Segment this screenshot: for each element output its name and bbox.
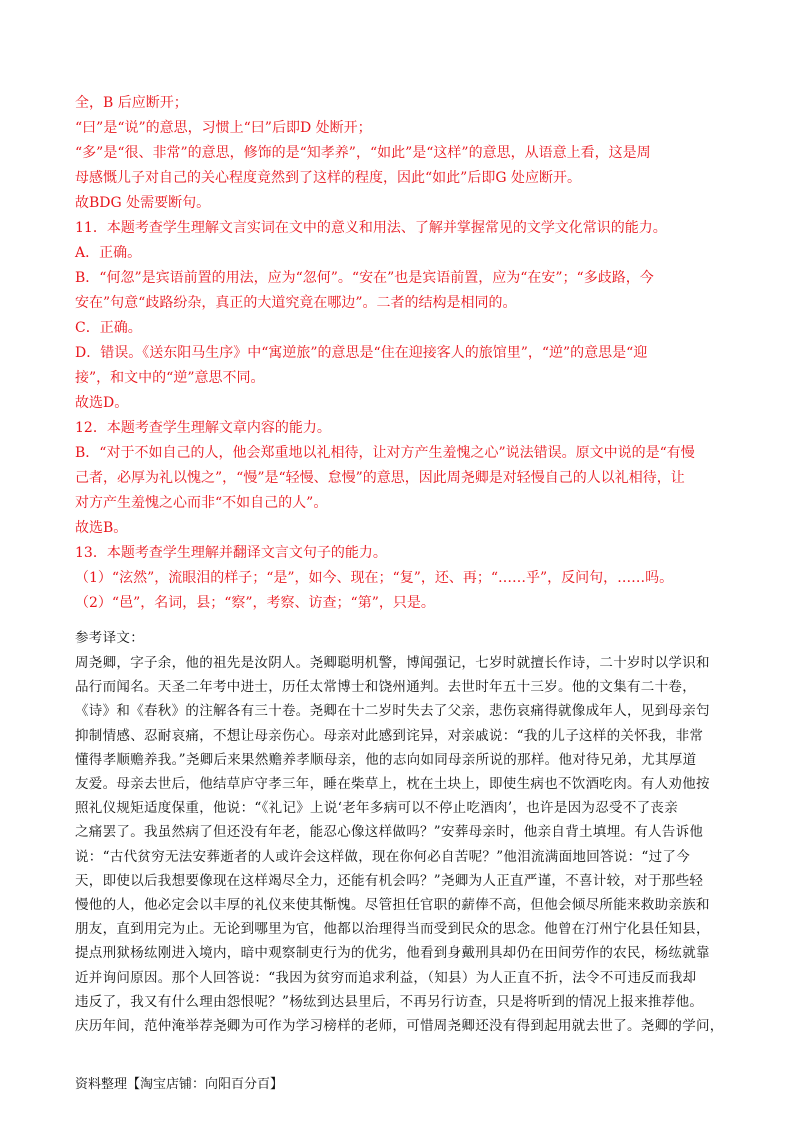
answer-line: 安在”句意“歧路纷杂，真正的大道究竟在哪边”。二者的结构是相同的。 <box>75 295 517 311</box>
reference-line: 周尧卿，字子余，他的祖先是汝阴人。尧卿聪明机警，博闻强记，七岁时就擅长作诗，二十岁时以学识和 <box>75 655 710 671</box>
answer-line: 11．本题考查学生理解文言实词在文中的意义和用法、了解并掌握常见的文学文化常识的能力。 <box>75 220 667 236</box>
answer-line: 母感慨儿子对自己的关心程度竟然到了这样的程度，因此“如此”后即G 处应断开。 <box>75 170 581 186</box>
reference-line: 《诗》和《春秋》的注解各有三十卷。尧卿在十二岁时失去了父亲，悲伤哀痛得就像成年人，见到母亲匄 <box>75 703 710 719</box>
answer-line: 故选D。 <box>75 395 129 411</box>
answer-line: 对方产生羞愧之心而非“不如自己的人”。 <box>75 495 328 511</box>
reference-line: 之痛罢了。我虽然病了但还没有年老，能忍心像这样做吗？”安葬母亲时，他亲自背土填埋。有人告诉他 <box>75 824 704 840</box>
answer-line: B．“对于不如自己的人，他会郑重地以礼相待，让对方产生羞愧之心”说法错误。原文中说的是“有慢 <box>75 445 695 461</box>
reference-line: 庆历年间，范仲淹举荐尧卿为可作为学习榜样的老师，可惜周尧卿还没有得到起用就去世了。尧卿的学问， <box>75 1018 724 1034</box>
answer-line: A．正确。 <box>75 245 142 261</box>
reference-line: 照礼仪规矩适度保重，他说：“《礼记》上说‘老年多病可以不停止吃酒肉’，也许是因为忍受不了丧亲 <box>75 800 679 816</box>
answer-line: 12．本题考查学生理解文章内容的能力。 <box>75 420 331 436</box>
answer-line: B．“何忽”是宾语前置的用法，应为“忽何”。“安在”也是宾语前置，应为“在安”；“多歧路，今 <box>75 270 654 286</box>
answer-line: 故BDG 处需要断句。 <box>75 195 211 211</box>
answer-line: 全，B 后应断开； <box>75 95 188 111</box>
answer-line: （1）“泫然”，流眼泪的样子；“是”，如今、现在；“复”，还、再；“……乎”，反问句，……吗。 <box>75 570 674 586</box>
answer-line: 故选B。 <box>75 520 128 536</box>
reference-line: 品行而闻名。天圣二年考中进士，历任太常博士和饶州通判。去世时年五十三岁。他的文集有二十卷， <box>75 679 696 695</box>
reference-line: 提点刑狱杨纮刚进入境内，暗中观察制吏行为的优劣，他看到身戴刑具却仍在田间劳作的农民，杨纮就靠 <box>75 945 710 961</box>
reference-line: 抑制情感、忍耐哀痛，不想让母亲伤心。母亲对此感到诧异，对亲戚说：“我的儿子这样的关怀我，非常 <box>75 728 704 744</box>
reference-line: 朋友，直到用完为止。无论到哪里为官，他都以治理得当而受到民众的思念。他曾在汀州宁化县任知县， <box>75 921 710 937</box>
reference-line: 慢他的人，他必定会以丰厚的礼仪来使其惭愧。尽管担任官职的薪俸不高，但他会倾尽所能来救助亲族和 <box>75 897 710 913</box>
reference-line: 天，即使以后我想要像现在这样竭尽全力，还能有机会吗？”尧卿为人正直严谨，不喜计较，对于那些轻 <box>75 873 704 889</box>
reference-line: 友爱。母亲去世后，他结草庐守孝三年，睡在柴草上，枕在土块上，即使生病也不饮酒吃肉。有人劝他按 <box>75 776 710 792</box>
answer-line: 接”，和文中的“逆”意思不同。 <box>75 370 265 386</box>
footer-source-note: 资料整理【淘宝店铺：向阳百分百】 <box>75 1077 284 1092</box>
reference-line: 懂得孝顺赡养我。”尧卿后来果然赡养孝顺母亲，他的志向如同母亲所说的那样。他对待兄弟，尤其厚道 <box>75 752 697 768</box>
reference-line: 说：“古代贫穷无法安葬逝者的人或许会这样做，现在你何必自苦呢？”他泪流满面地回答说：“过了今 <box>75 849 691 865</box>
answer-line: 13．本题考查学生理解并翻译文言文句子的能力。 <box>75 545 387 561</box>
reference-line: 违反了，我又有什么理由怨恨呢？”杨纮到达县里后，不再另行访查，只是将听到的情况上报来推荐他。 <box>75 994 704 1010</box>
reference-heading: 参考译文： <box>75 630 144 646</box>
answer-line: C．正确。 <box>75 320 142 336</box>
answer-line: “曰”是“说”的意思，习惯上“曰”后即D 处断开； <box>75 120 372 136</box>
answer-line: “多”是“很、非常”的意思，修饰的是“知孝养”，“如此”是“这样”的意思，从语意上看，这是周 <box>75 145 651 161</box>
answer-line: （2）“邑”，名词，县；“察”，考察、访查；“第”，只是。 <box>75 595 435 611</box>
answer-line: D．错误。《送东阳马生序》中“寓逆旅”的意思是“住在迎接客人的旅馆里”，“逆”的意思是“迎 <box>75 345 648 361</box>
reference-line: 近并询问原因。那个人回答说：“我因为贫穷而追求利益，（知县）为人正直不折，法令不可违反而我却 <box>75 970 697 986</box>
answer-line: 己者，必厚为礼以愧之”，“慢”是“轻慢、怠慢”的意思，因此周尧卿是对轻慢自己的人以礼相待，让 <box>75 470 685 486</box>
